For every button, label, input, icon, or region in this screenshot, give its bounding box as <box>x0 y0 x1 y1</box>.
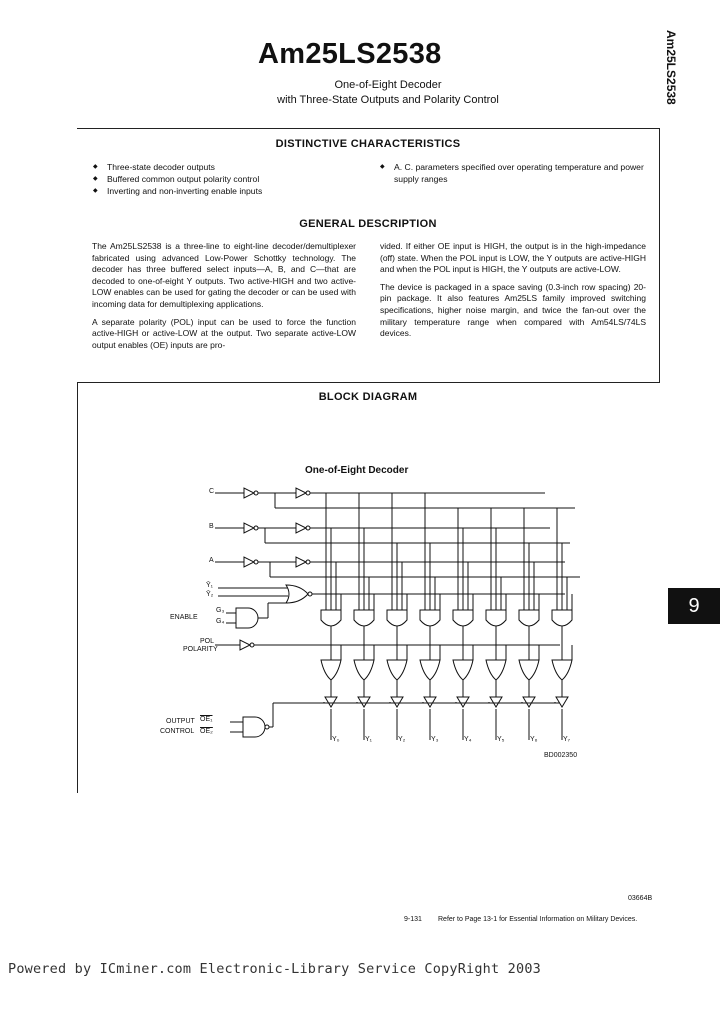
powered-by-footer: Powered by ICminer.com Electronic-Library Service CopyRight 2003 <box>8 961 541 977</box>
general-title: GENERAL DESCRIPTION <box>299 218 437 230</box>
input-label-c: C <box>209 488 215 495</box>
control-label: CONTROL <box>160 728 195 735</box>
output-y5-label: Y₅ <box>497 736 505 743</box>
output-y1-label: Y₁ <box>365 736 373 743</box>
oe2-label: OE₂ <box>200 728 213 735</box>
enable-g1-label: Ȳ₁ <box>206 582 214 589</box>
output-y4-label: Y₄ <box>464 736 472 743</box>
enable-label: ENABLE <box>170 614 198 621</box>
pol-label: POL <box>200 638 215 645</box>
chapter-tab: 9 <box>668 588 720 624</box>
general-paragraph: A separate polarity (POL) input can be used to force the function active-HIGH or active-LOW at the output. Two separate active-LOW output enables (OE) inputs are pro- <box>92 316 356 350</box>
block-diagram-title: BLOCK DIAGRAM <box>318 391 418 403</box>
military-note: Refer to Page 13-1 for Essential Information on Military Devices. <box>438 916 638 923</box>
output-y7-label: Y₇ <box>563 736 571 743</box>
decoder-title: One-of-Eight Decoder <box>305 465 409 476</box>
doc-number: 03664B <box>628 895 653 902</box>
feature-item: ◆ Buffered common output polarity control <box>93 173 363 185</box>
output-y6-label: Y₆ <box>530 736 538 743</box>
subtitle-line-2: with Three-State Outputs and Polarity Control <box>277 94 499 106</box>
subtitle-line-1: One-of-Eight Decoder <box>334 79 442 91</box>
page-number: 9-131 <box>404 916 422 923</box>
oe1-label: OE₁ <box>200 716 213 723</box>
input-label-a: A <box>209 557 214 564</box>
feature-item: ◆ Three-state decoder outputs <box>93 161 363 173</box>
enable-g3-label: G₃ <box>216 607 225 614</box>
polarity-label: POLARITY <box>183 646 218 653</box>
feature-item: ◆ A. C. parameters specified over operating temperature and power supply ranges <box>380 161 650 185</box>
general-paragraph: The device is packaged in a space saving (0.3-inch row spacing) 20-pin package. It also features Am25LS family improved switching specifications, higher noise margin, and twice the fan-out over the military temperature range when compared with Am54LS/74LS devices. <box>380 281 646 339</box>
output-label: OUTPUT <box>166 718 195 725</box>
input-label-b: B <box>209 523 214 530</box>
output-y2-label: Y₂ <box>398 736 406 743</box>
distinctive-title: DISTINCTIVE CHARACTERISTICS <box>275 138 461 150</box>
general-paragraph: vided. If either OE input is HIGH, the output is in the high-impedance (off) state. When the POL input is LOW, the Y outputs are active-HIGH and when the POL input is HIGH, the Y outputs are active-LOW. <box>380 241 646 275</box>
output-y3-label: Y₃ <box>431 736 439 743</box>
enable-g2-label: Ȳ₂ <box>206 591 214 598</box>
output-y0-label: Y₀ <box>332 736 340 743</box>
general-paragraph: The Am25LS2538 is a three-line to eight-line decoder/demultiplexer fabricated using advanced Low-Power Schottky technology. The decoder has three buffered select inputs—A, B, and C—that are decoded to one-of-eight Y outputs. Two active-HIGH and two active-LOW enables can be used for gating the decoder or can be used with incoming data for demultiplexing applications. <box>92 241 356 309</box>
enable-g4-label: G₄ <box>216 618 225 625</box>
page-title: Am25LS2538 <box>258 38 442 70</box>
diagram-ref: BD002350 <box>544 752 578 759</box>
feature-item: ◆ Inverting and non-inverting enable inputs <box>93 185 363 197</box>
side-part-label: Am25LS2538 <box>664 30 678 105</box>
